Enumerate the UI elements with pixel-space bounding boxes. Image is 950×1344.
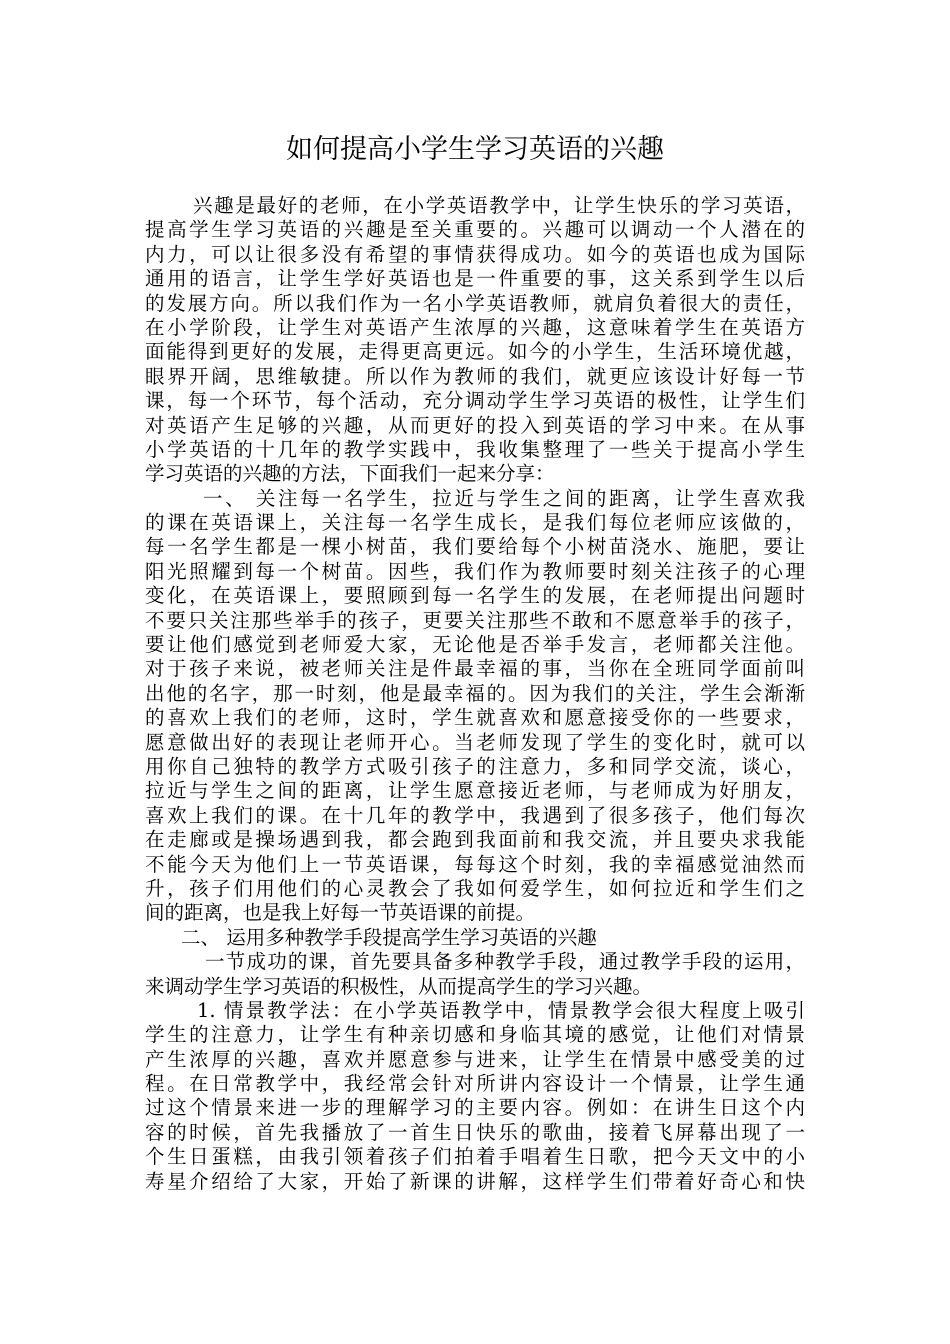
body-line: 在小学阶段，让学生对英语产生浓厚的兴趣，这意味着学生在英语方 <box>145 315 805 339</box>
body-line: 容的时候，首先我播放了一首生日快乐的歌曲，接着飞屏幕出现了一 <box>145 1120 805 1144</box>
body-line: 升，孩子们用他们的心灵教会了我如何爱学生，如何拉近和学生们之 <box>145 876 805 900</box>
body-line: 内力，可以让很多没有希望的事情获得成功。如今的英语也成为国际 <box>145 242 805 266</box>
body-line: 学习英语的兴趣的方法，下面我们一起来分享： <box>145 462 555 486</box>
body-line: 的发展方向。所以我们作为一名小学英语教师，就肩负着很大的责任， <box>145 291 805 315</box>
body-line: 课，每一个环节，每个活动，充分调动学生学习英语的极性，让学生们 <box>145 389 805 413</box>
body-line: 不要只关注那些举手的孩子，更要关注那些不敢和不愿意举手的孩子， <box>145 608 805 632</box>
body-line: 寿星介绍给了大家，开始了新课的讲解，这样学生们带着好奇心和快 <box>145 1169 805 1193</box>
body-line: 二、 运用多种教学手段提高学生学习英语的兴趣 <box>181 925 597 949</box>
body-line: 拉近与学生之间的距离，让学生愿意接近老师，与老师成为好朋友， <box>145 779 805 803</box>
body-line: 阳光照耀到每一个树苗。因些，我们作为教师要时刻关注孩子的心理 <box>145 559 805 583</box>
body-line: 每一名学生都是一棵小树苗，我们要给每个小树苗浇水、施肥，要让 <box>145 535 805 559</box>
body-line: 产生浓厚的兴趣，喜欢并愿意参与进来，让学生在情景中感受美的过 <box>145 1047 805 1071</box>
body-line: 的课在英语课上，关注每一名学生成长，是我们每位老师应该做的， <box>145 511 805 535</box>
body-line: 学生的注意力，让学生有种亲切感和身临其境的感觉，让他们对情景 <box>145 1023 805 1047</box>
body-line: 小学英语的十几年的教学实践中，我收集整理了一些关于提高小学生 <box>145 437 805 461</box>
body-line: 兴趣是最好的老师，在小学英语教学中，让学生快乐的学习英语， <box>193 194 805 217</box>
body-line: 变化，在英语课上，要照顾到每一名学生的发展，在老师提出问题时 <box>145 584 805 608</box>
body-line: 间的距离，也是我上好每一节英语课的前提。 <box>145 901 536 925</box>
body-line: 眼界开阔，思维敏捷。所以作为教师的我们，就更应该设计好每一节 <box>145 364 805 388</box>
body-line: 用你自己独特的教学方式吸引孩子的注意力，多和同学交流，谈心， <box>145 754 805 778</box>
body-line: 在走廊或是操场遇到我，都会跑到我面前和我交流，并且要央求我能 <box>145 828 805 852</box>
body-line: 面能得到更好的发展，走得更高更远。如今的小学生，生活环境优越， <box>145 340 805 364</box>
body-line: 出他的名字，那一时刻，他是最幸福的。因为我们的关注，学生会渐渐 <box>145 681 805 705</box>
body-line: 对于孩子来说，被老师关注是件最幸福的事，当你在全班同学面前叫 <box>145 657 805 681</box>
body-line: 喜欢上我们的课。在十几年的教学中，我遇到了很多孩子，他们每次 <box>145 803 805 827</box>
body-line: 来调动学生学习英语的积极性，从而提高学生的学习兴趣。 <box>145 974 653 998</box>
body-line: 1. 情景教学法：在小学英语教学中，情景教学会很大程度上吸引 <box>197 998 805 1022</box>
body-line: 提高学生学习英语的兴趣是至关重要的。兴趣可以调动一个人潜在的 <box>145 218 805 242</box>
body-line: 对英语产生足够的兴趣，从而更好的投入到英语的学习中来。在从事 <box>145 413 805 437</box>
body-line: 的喜欢上我们的老师，这时，学生就喜欢和愿意接受你的一些要求， <box>145 706 805 730</box>
document-title: 如何提高小学生学习英语的兴趣 <box>286 134 664 165</box>
body-line: 过这个情景来进一步的理解学习的主要内容。例如：在讲生日这个内 <box>145 1096 805 1120</box>
body-line: 一节成功的课，首先要具备多种教学手段，通过教学手段的运用， <box>205 950 805 974</box>
document-body <box>145 194 805 1194</box>
body-line: 愿意做出好的表现让老师开心。当老师发现了学生的变化时，就可以 <box>145 730 805 754</box>
body-line: 要让他们感觉到老师爱大家，无论他是否举手发言，老师都关注他。 <box>145 633 805 657</box>
body-line: 一、 关注每一名学生，拉近与学生之间的距离，让学生喜欢我 <box>203 486 805 510</box>
body-line: 不能今天为他们上一节英语课，每每这个时刻，我的幸福感觉油然而 <box>145 852 805 876</box>
body-line: 个生日蛋糕，由我引领着孩子们拍着手唱着生日歌，把今天文中的小 <box>145 1145 805 1169</box>
body-line: 程。在日常教学中，我经常会针对所讲内容设计一个情景，让学生通 <box>145 1072 805 1096</box>
body-line: 通用的语言，让学生学好英语也是一件重要的事，这关系到学生以后 <box>145 267 805 291</box>
